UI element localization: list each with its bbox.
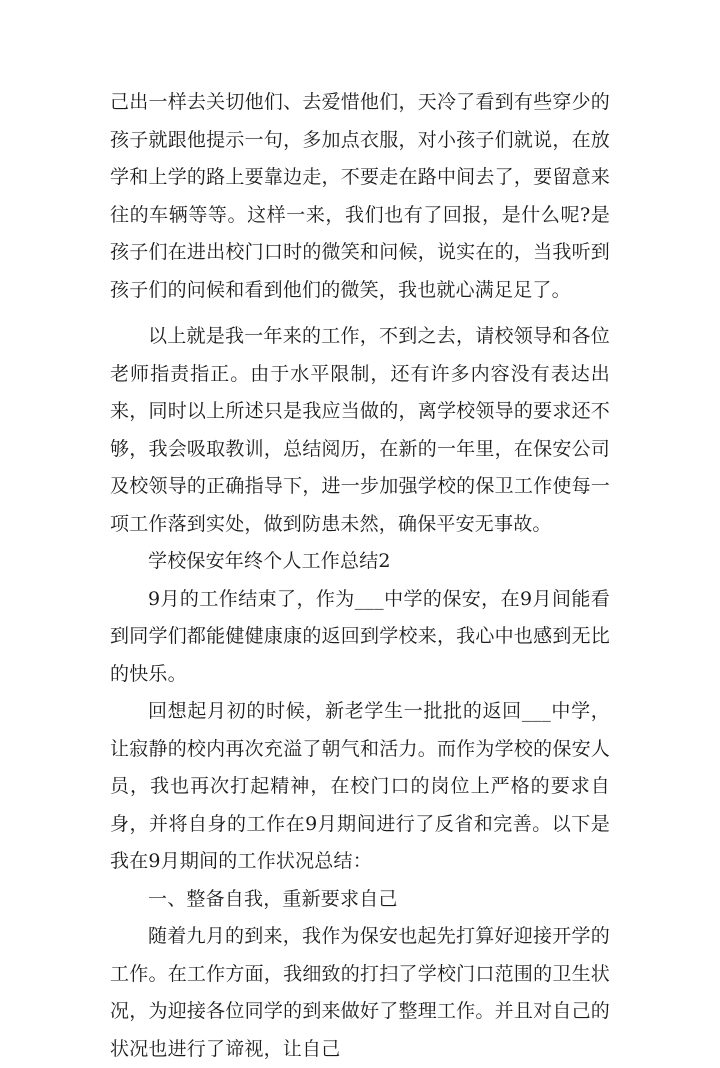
blank-line-1: ___ <box>354 587 384 610</box>
paragraph-2: 以上就是我一年来的工作，不到之去，请校领导和各位老师指责指正。由于水平限制，还有许多内容没有表达出来，同时以上所述只是我应当做的，离学校领导的要求还不够，我会吸取教训，总结阅历，在新的一年里，在保安公司及校领导的正确指导下，进一步加强学校的保卫工作使每一项工作落到实处，做到防患未然，确保平安无事故。 <box>110 325 610 535</box>
subheading-1: 一、整备自我，重新要求自己 <box>148 887 398 910</box>
paragraph-4-after: 中学的保安，在9月间能看到同学们都能健健康康的返回到学校来，我心中也感到无比的快乐。 <box>110 587 610 685</box>
document-body <box>110 84 610 1068</box>
paragraph-5 <box>110 693 610 881</box>
paragraph-5-after: 中学，让寂静的校内再次充溢了朝气和活力。而作为学校的保安人员，我也再次打起精神，在校门口的岗位上严格的要求自身，并将自身的工作在9月期间进行了反省和完善。以下是我在9月期间的工作状况总结： <box>110 700 610 872</box>
paragraph-1: 己出一样去关切他们、去爱惜他们，天冷了看到有些穿少的孩子就跟他提示一句，多加点衣服，对小孩子们就说，在放学和上学的路上要靠边走，不要走在路中间去了，要留意来往的车辆等等。这样一来，我们也有了回报，是什么呢?是孩子们在进出校门口时的微笑和问候，说实在的，当我听到孩子们的问候和看到他们的微笑，我也就心满足足了。 <box>110 91 610 301</box>
paragraph-7: 随着九月的到来，我作为保安也起先打算好迎接开学的工作。在工作方面，我细致的打扫了学校门口范围的卫生状况，为迎接各位同学的到来做好了整理工作。并且对自己的状况也进行了谛视，让自己 <box>110 925 610 1060</box>
blank-line-2: ___ <box>521 700 551 722</box>
section-heading-2: 学校保安年终个人工作总结2 <box>148 550 391 572</box>
paragraph-4-before: 9月的工作结束了，作为 <box>148 587 355 610</box>
paragraph-4 <box>110 581 610 694</box>
paragraph-5-before: 回想起月初的时候，新老学生一批批的返回 <box>148 700 522 722</box>
